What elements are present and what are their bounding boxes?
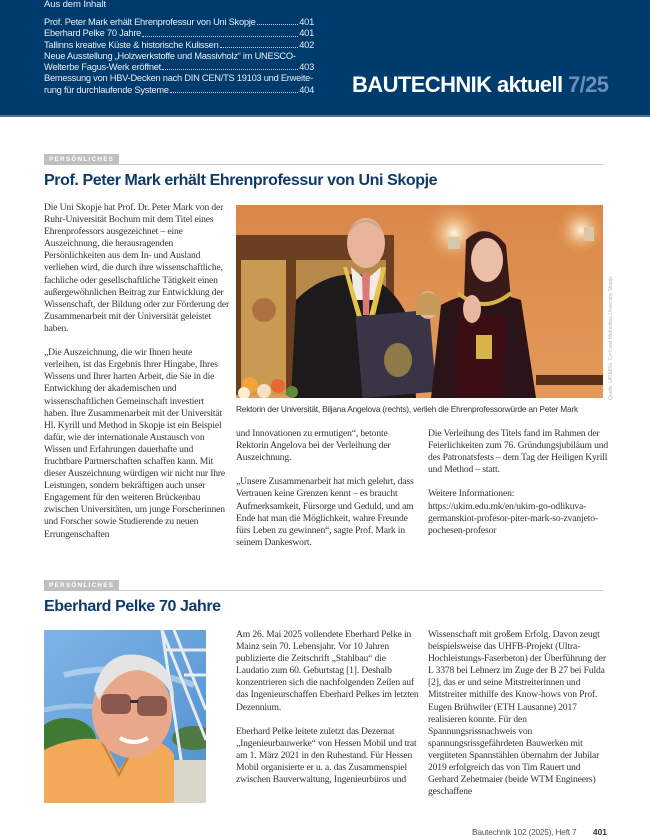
toc-entry-title-line1: Bemessung von HBV-Decken nach DIN CEN/TS 19103 und Erweite- — [44, 73, 313, 84]
table-of-contents — [44, 17, 314, 96]
header-divider — [0, 115, 650, 117]
article-headline: Eberhard Pelke 70 Jahre — [44, 598, 221, 615]
toc-entry-page: 403 — [299, 62, 314, 73]
portrait-photo — [44, 630, 206, 803]
magazine-name: BAUTECHNIK — [352, 72, 492, 97]
toc-leader-dots — [220, 46, 299, 48]
toc-entry-page: 404 — [299, 84, 314, 95]
article-column-3 — [428, 428, 610, 549]
paragraph: Am 26. Mai 2025 vollendete Eberhard Pelke in Mainz sein 70. Lebensjahr. Vor 10 Jahren publizierte die Zeitschrift „Stahlbau“ die Laudatio zum 60. Geburtstag [1]. Deshalb konzentrieren sich die nachfolgenden Zeilen auf das Ingenieurschaffen Eberhard Pelkes im letzten Dezennium. — [236, 629, 419, 713]
portrait-image — [44, 630, 206, 803]
paragraph: Die Uni Skopje hat Prof. Dr. Peter Mark von der Ruhr-Universität Bochum mit dem Titel eines Ehrenprofessors ausgezeichnet – eine Auszeichnung, die herausragenden Persönlichkeiten aus dem In- und Ausland verliehen wird, die durch ihre wissenschaftliche, fachliche oder gesellschaftliche Tätigkeit einen außergewöhnlichen Beitrag zur Entwicklung der Wissenschaft, der Bildung oder zur Förderung der Zusammenarbeit mit der Universität geleistet haben. — [44, 202, 230, 334]
paragraph: „Die Auszeichnung, die wir Ihnen heute verleihen, ist das Ergebnis Ihrer Hingabe, Ihres Wissens und Ihrer harten Arbeit, die Sie in die Entwicklung der akademischen und wissenschaftlichen Gemeinschaft investiert haben. Ihre Zusammenarbeit mit der Universität Hl. Kyrill und Method in Skopje ist ein Beispiel dafür, wie der internationale Austausch von Wissen und Erfahrungen dauerhafte und fruchtbare Partnerschaften schaffen kann. Mit dieser Auszeichnung würdigen wir nicht nur Ihre Leistungen, sondern bekräftigen auch unser Engagement für den weiteren Brückenbau zwischen Universitäten, um junge Forscherinnen und Forscher sowie Studierende zu neuen Errungenschaften — [44, 347, 226, 540]
footer-page-number: 401 — [593, 827, 607, 837]
section-label: PERSÖNLICHES — [44, 154, 119, 165]
article-column-3 — [428, 629, 610, 810]
toc-entry-title: rung für durchlaufende Systeme — [44, 84, 169, 95]
toc-leader-dots — [162, 68, 298, 70]
toc-entry[interactable] — [44, 17, 314, 28]
toc-entry[interactable] — [44, 73, 314, 96]
toc-entry-title: Tallinns kreative Küste & historische Kulissen — [44, 39, 219, 50]
toc-title: Aus dem Inhalt — [44, 0, 106, 10]
toc-entry-title: Prof. Peter Mark erhält Ehrenprofessur von Uni Skopje — [44, 17, 256, 27]
toc-entry-page: 402 — [299, 39, 314, 50]
toc-entry[interactable] — [44, 40, 314, 51]
header-band — [0, 0, 650, 116]
article-column-1 — [44, 202, 230, 553]
photo-caption: Rektorin der Universität, Biljana Angelova (rechts), verlieh die Ehrenprofessorwürde an Peter Mark — [236, 404, 578, 414]
article-headline: Prof. Peter Mark erhält Ehrenprofessur von Uni Skopje — [44, 172, 438, 189]
section-rule — [110, 590, 603, 591]
section-label: PERSÖNLICHES — [44, 580, 119, 591]
toc-leader-dots — [170, 91, 298, 93]
toc-leader-dots — [142, 35, 298, 37]
paragraph: „Unsere Zusammenarbeit hat mich gelehrt, dass Vertrauen keine Grenzen kennt – es braucht Aufmerksamkeit, Fürsorge und Geduld, und am Ende hat man die Möglichkeit, wahre Freunde fürs Leben zu gewinnen“, sagte Prof. Mark in seinem Dankeswort. — [236, 476, 414, 548]
magazine-title — [352, 72, 608, 98]
paragraph: Eberhard Pelke leitete zuletzt das Dezernat „Ingenieurbauwerke“ von Hessen Mobil und trat am 1. März 2021 in den Ruhestand. Für Hessen Mobil organisierte er u. a. das Zusammenspiel zwischen Bauverwaltung, Ingenieurbüros und — [236, 725, 417, 786]
paragraph: Die Verleihung des Titels fand im Rahmen der Feierlichkeiten zum 76. Gründungsjubiläum und des Patronatsfests – dem Tag der Heiligen Kyrill und Method – statt. — [428, 428, 609, 476]
article-column-2 — [236, 629, 420, 798]
paragraph: Wissenschaft mit großem Erfolg. Davon zeugt beispielsweise das UHFB-Projekt (Ultra-Hochleistungs-Faserbeton) der Überführung der L 3378 bei Lehnerz im Zuge der B 27 bei Fulda [2], das er und seine Mitstreiterinnen und Mitstreiter mithilfe des Know-hows von Prof. Eugen Brühwiler (ETH Lausanne) 2017 realisieren konnte. Für den Spannungsrissnachweis von spannungsrissgefährdeten Bauwerken mit vergüteten Spannstählen übernahm der Jubilar 2019 erfolgreich das von Tim Rauert und Gerhard Zehetmaier (beide WTM Engineers) geschaffene — [428, 629, 606, 798]
paragraph[interactable]: Weitere Informationen: https://ukim.edu.mk/en/ukim-go-odlikuva-germanskiot-profesor-piter-mark-so-zvanjeto-pochesen-profesor — [428, 488, 598, 536]
paragraph: und Innovationen zu ermutigen“, betonte Rektorin Angelova bei der Verleihung der Auszeichnung. — [236, 428, 391, 464]
article-column-2 — [236, 428, 420, 561]
toc-entry-title: Welterbe Fagus-Werk eröffnet — [44, 62, 162, 73]
toc-entry[interactable] — [44, 28, 314, 39]
footer-journal-reference: Bautechnik 102 (2025), Heft 7 — [472, 827, 577, 837]
toc-entry-title: Eberhard Pelke 70 Jahre — [44, 28, 142, 39]
toc-entry-page: 401 — [299, 17, 314, 27]
toc-entry-title-line1: Neue Ausstellung „Holzwerkstoffe und Massivholz“ im UNESCO- — [44, 50, 296, 61]
award-ceremony-image — [236, 205, 603, 398]
award-ceremony-photo — [236, 205, 603, 398]
toc-entry[interactable] — [44, 51, 314, 74]
issue-number: 7/25 — [567, 72, 609, 97]
toc-leader-dots — [257, 23, 299, 25]
toc-entry-page: 401 — [299, 28, 314, 39]
photo-credit: Quelle: UKIM/Ss. Cyril and Methodius University Skopje — [608, 276, 614, 400]
magazine-suffix: aktuell — [496, 72, 563, 97]
section-rule — [110, 164, 603, 165]
